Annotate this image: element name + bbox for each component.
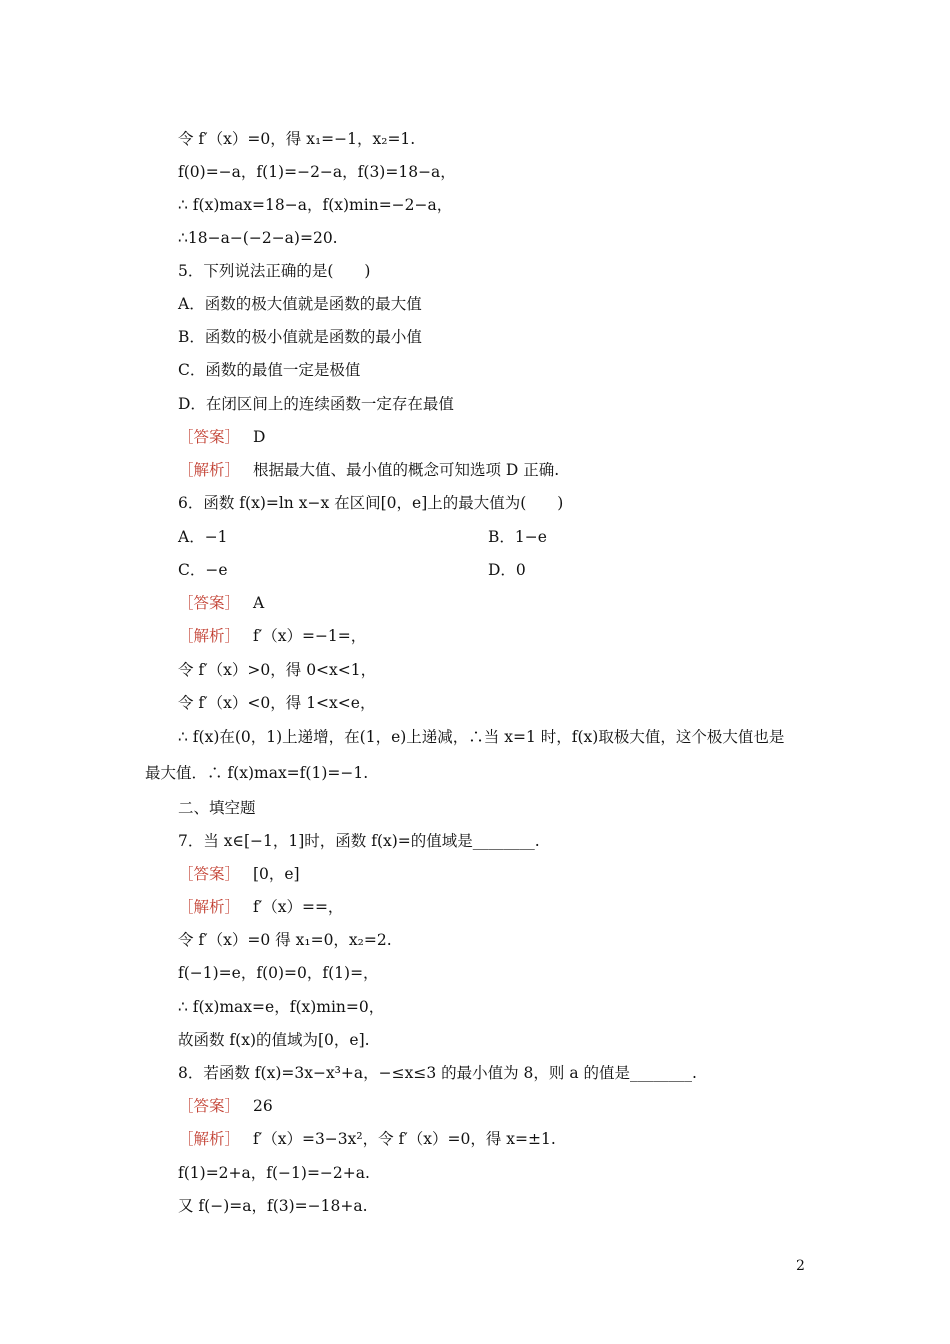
analysis-line (178, 625, 366, 647)
answer-line (178, 426, 265, 448)
text-line: ∴ f(x)max=18−a，f(x)min=−2−a， (178, 196, 453, 214)
answer-value: [0，e] (252, 865, 300, 883)
options-row-1 (178, 526, 778, 548)
answer-value: D (252, 428, 266, 446)
analysis-tag: ［解析］ (178, 627, 241, 645)
page-number: 2 (796, 1258, 805, 1274)
option-d: D．0 (488, 561, 526, 579)
text-line: ∴18−a−(−2−a)=20. (178, 229, 338, 247)
text-line: f(−1)=e，f(0)=0，f(1)=， (178, 964, 379, 982)
analysis-line (178, 459, 559, 481)
option-b: B．函数的极小值就是函数的最小值 (178, 328, 422, 346)
question-5: 5．下列说法正确的是( ) (178, 262, 371, 280)
text-line: 令 f′（x）=0 得 x₁=0，x₂=2. (178, 931, 392, 949)
option-a: A．−1 (178, 528, 228, 546)
option-c: C．−e (178, 561, 228, 579)
option-c: C．函数的最值一定是极值 (178, 361, 361, 379)
answer-tag: ［答案］ (178, 865, 241, 883)
text-line: ∴ f(x)max=e，f(x)min=0， (178, 998, 385, 1016)
analysis-tag: ［解析］ (178, 461, 241, 479)
answer-value: 26 (252, 1097, 273, 1115)
answer-tag: ［答案］ (178, 428, 241, 446)
text-line: 故函数 f(x)的值域为[0，e]. (178, 1031, 370, 1049)
answer-value: A (252, 594, 265, 612)
text-line: 又 f(−)=a，f(3)=−18+a. (178, 1197, 368, 1215)
answer-line (178, 863, 300, 885)
answer-tag: ［答案］ (178, 594, 241, 612)
question-7: 7．当 x∈[−1，1]时，函数 f(x)=的值域是________. (178, 832, 540, 850)
analysis-text: 根据最大值、最小值的概念可知选项 D 正确. (252, 461, 560, 479)
text-line: 令 f′（x）=0，得 x₁=−1，x₂=1. (178, 130, 416, 148)
text-line: 令 f′（x）<0，得 1<x<e， (178, 694, 376, 712)
text-line: f(0)=−a，f(1)=−2−a，f(3)=18−a， (178, 163, 456, 181)
analysis-text: f′（x）=3−3x²，令 f′（x）=0，得 x=±1. (252, 1130, 556, 1148)
text-line: 令 f′（x）>0，得 0<x<1， (178, 661, 377, 679)
answer-line (178, 592, 264, 614)
text-line: ∴ f(x)在(0，1)上递增，在(1，e)上递减，∴当 x=1 时，f(x)取极大值，这个极大值也是 (178, 728, 785, 746)
answer-tag: ［答案］ (178, 1097, 241, 1115)
question-8: 8．若函数 f(x)=3x−x³+a，−≤x≤3 的最小值为 8，则 a 的值是________. (178, 1064, 697, 1082)
option-d: D．在闭区间上的连续函数一定存在最值 (178, 395, 454, 413)
analysis-text: f′（x）==， (252, 898, 344, 916)
options-row-2 (178, 559, 778, 581)
text-line: f(1)=2+a，f(−1)=−2+a. (178, 1164, 370, 1182)
text-line: 最大值．∴ f(x)max=f(1)=−1. (145, 764, 369, 782)
analysis-tag: ［解析］ (178, 898, 241, 916)
section-heading: 二、填空题 (178, 799, 256, 817)
option-a: A．函数的极大值就是函数的最大值 (178, 295, 422, 313)
analysis-line (178, 1128, 556, 1150)
option-b: B．1−e (488, 528, 547, 546)
analysis-text: f′（x）=−1=， (252, 627, 367, 645)
answer-line (178, 1095, 273, 1117)
question-6: 6．函数 f(x)=ln x−x 在区间[0，e]上的最大值为( ) (178, 494, 564, 512)
analysis-tag: ［解析］ (178, 1130, 241, 1148)
analysis-line (178, 896, 343, 918)
